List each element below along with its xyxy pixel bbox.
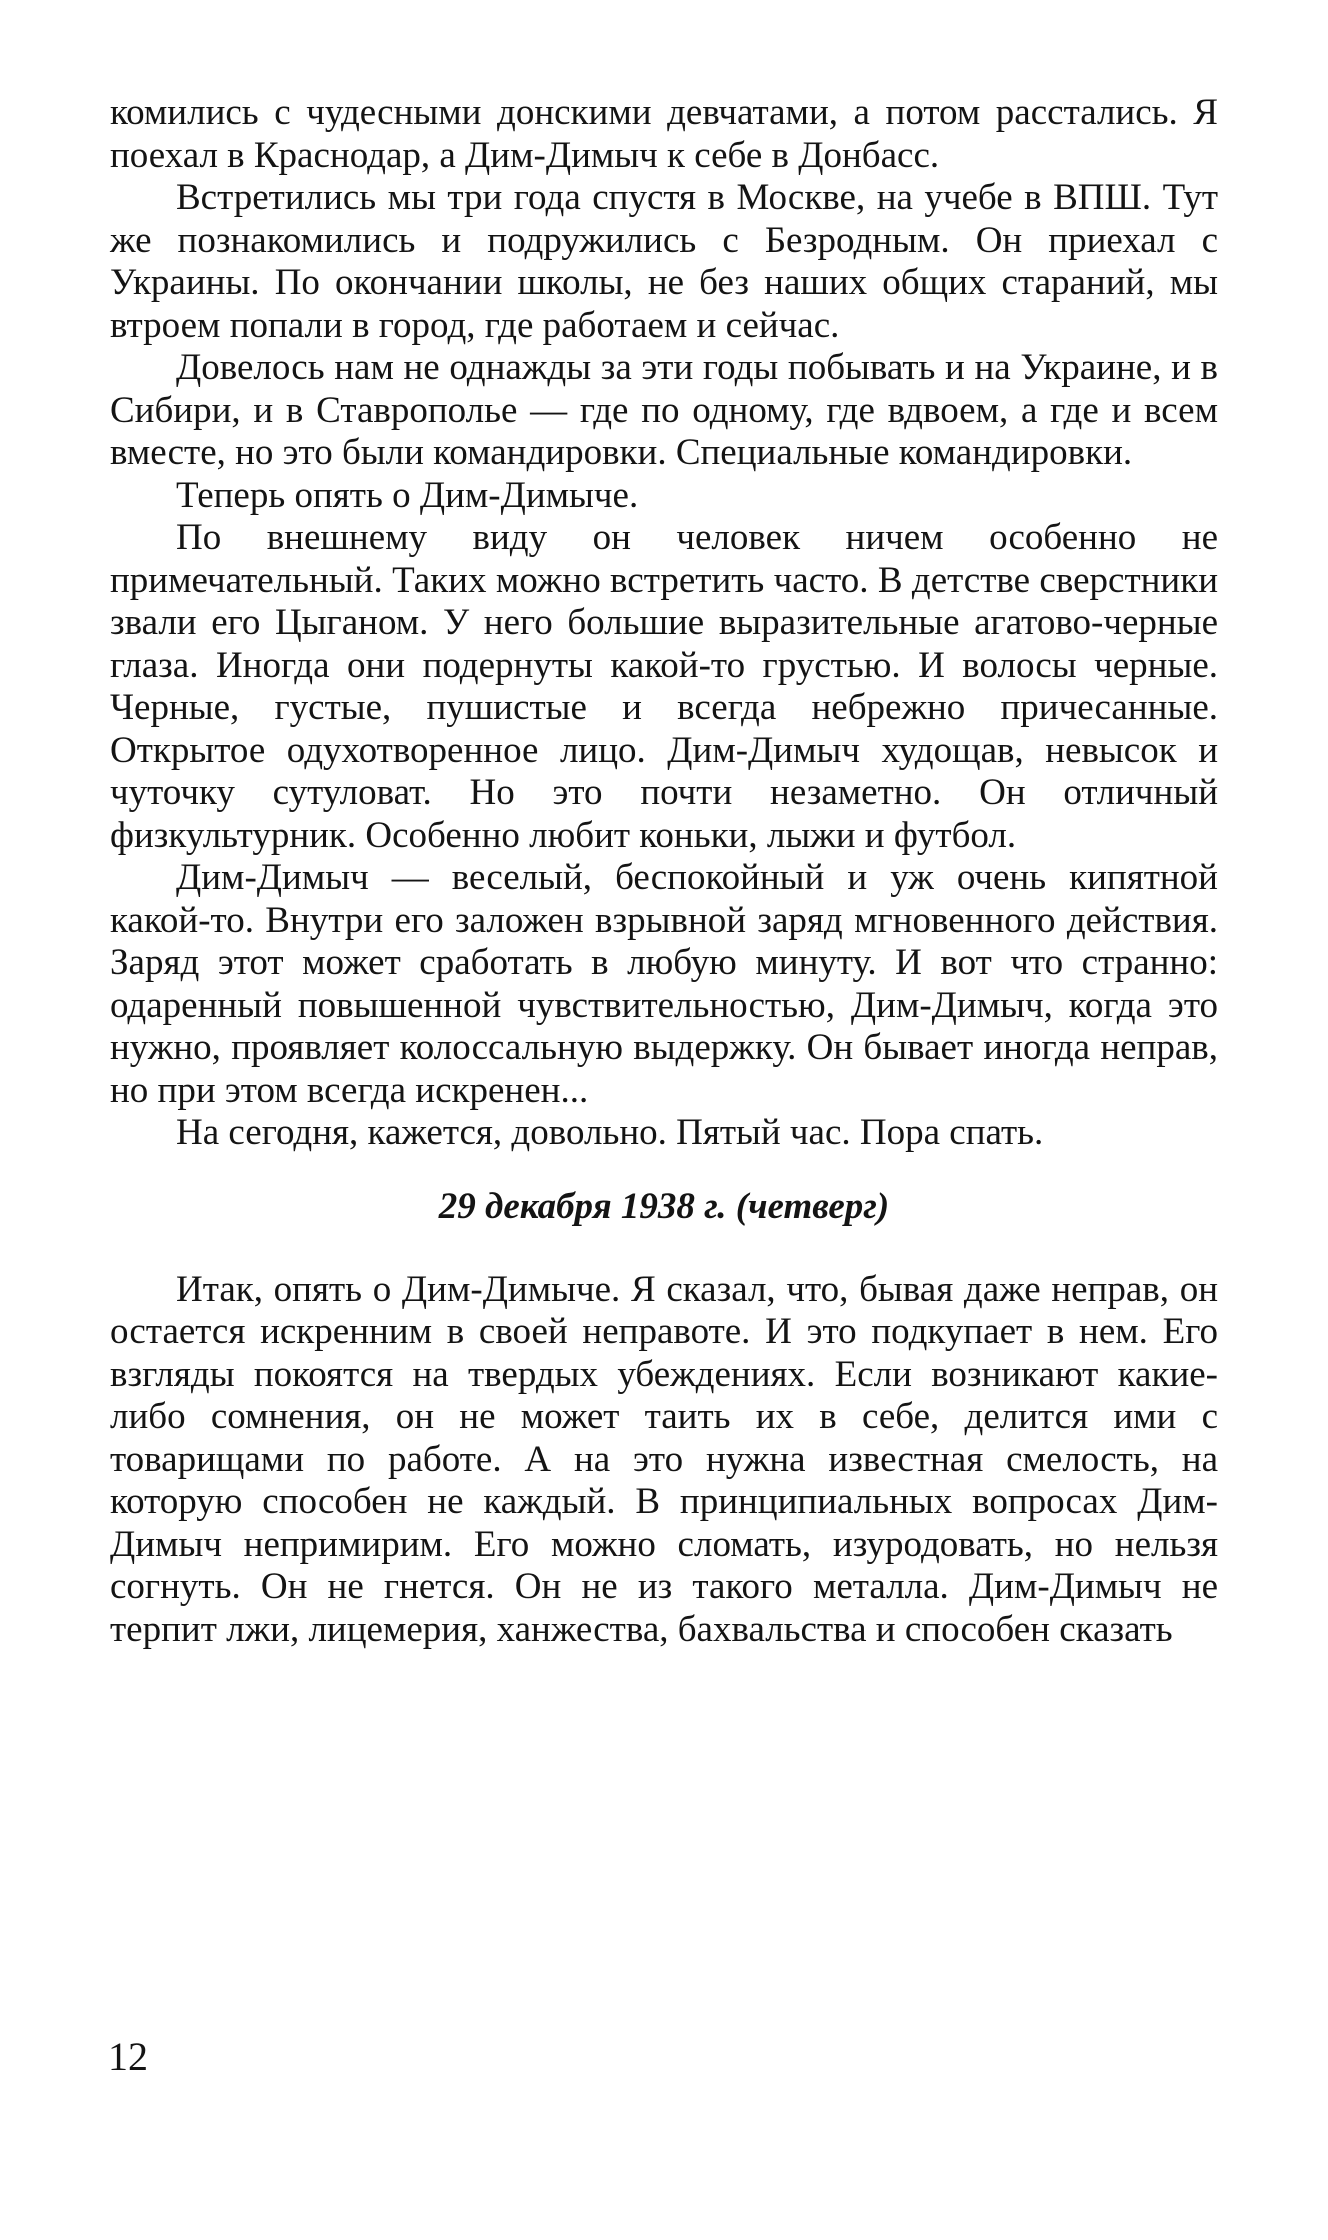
paragraph-5: По внешнему виду он человек ничем особенно не примечательный. Таких можно встретить часто. В детстве сверстники звали его Цыганом. У него большие выразительные агатово-черные глаза. Иногда они подернуты какой-то грустью. И волосы черные. Черные, густые, пушистые и всегда небрежно причесанные. Открытое одухотворенное лицо. Дим-Димыч худощав, невысок и чуточку сутуловат. Но это почти незаметно. Он отличный физкультурник. Особенно любит коньки, лыжи и футбол.: [110, 517, 1218, 856]
paragraph-2: Встретились мы три года спустя в Москве, на учебе в ВПШ. Тут же познакомились и подружились с Безродным. Он приехал с Украины. По окончании школы, не без наших общих стараний, мы втроем попали в город, где работаем и сейчас.: [110, 177, 1218, 346]
paragraph-3: Довелось нам не однажды за эти годы побывать и на Украине, и в Сибири, и в Ставрополье — где по одному, где вдвоем, а где и всем вместе, но это были командировки. Специальные командировки.: [110, 347, 1218, 473]
paragraph-1: комились с чудесными донскими девчатами, а потом расстались. Я поехал в Краснодар, а Дим-Димыч к себе в Донбасс.: [110, 92, 1218, 176]
page-number: 12: [108, 2034, 148, 2079]
paragraph-8: Итак, опять о Дим-Димыче. Я сказал, что, бывая даже неправ, он остается искренним в своей неправоте. И это подкупает в нем. Его взгляды покоятся на твердых убеждениях. Если возникают какие-либо сомнения, он не может таить их в себе, делится ими с товарищами по работе. А на это нужна известная смелость, на которую способен не каждый. В принципиальных вопросах Дим-Димыч непримирим. Его можно сломать, изуродовать, но нельзя согнуть. Он не гнется. Он не из такого металла. Дим-Димыч не терпит лжи, лицемерия, ханжества, бахвальства и способен сказать: [110, 1268, 1218, 1650]
paragraph-4: Теперь опять о Дим-Димыче.: [176, 474, 639, 516]
page-text: [110, 92, 1218, 1651]
diary-date-heading: 29 декабря 1938 г. (четверг): [438, 1185, 890, 1227]
paragraph-6: Дим-Димыч — веселый, беспокойный и уж очень кипятной какой-то. Внутри его заложен взрывной заряд мгновенного действия. Заряд этот может сработать в любую минуту. И вот что странно: одаренный повышенной чувствительностью, Дим-Димыч, когда это нужно, проявляет колоссальную выдержку. Он бывает иногда неправ, но при этом всегда искренен...: [110, 857, 1218, 1111]
paragraph-7: На сегодня, кажется, довольно. Пятый час. Пора спать.: [176, 1112, 1044, 1153]
